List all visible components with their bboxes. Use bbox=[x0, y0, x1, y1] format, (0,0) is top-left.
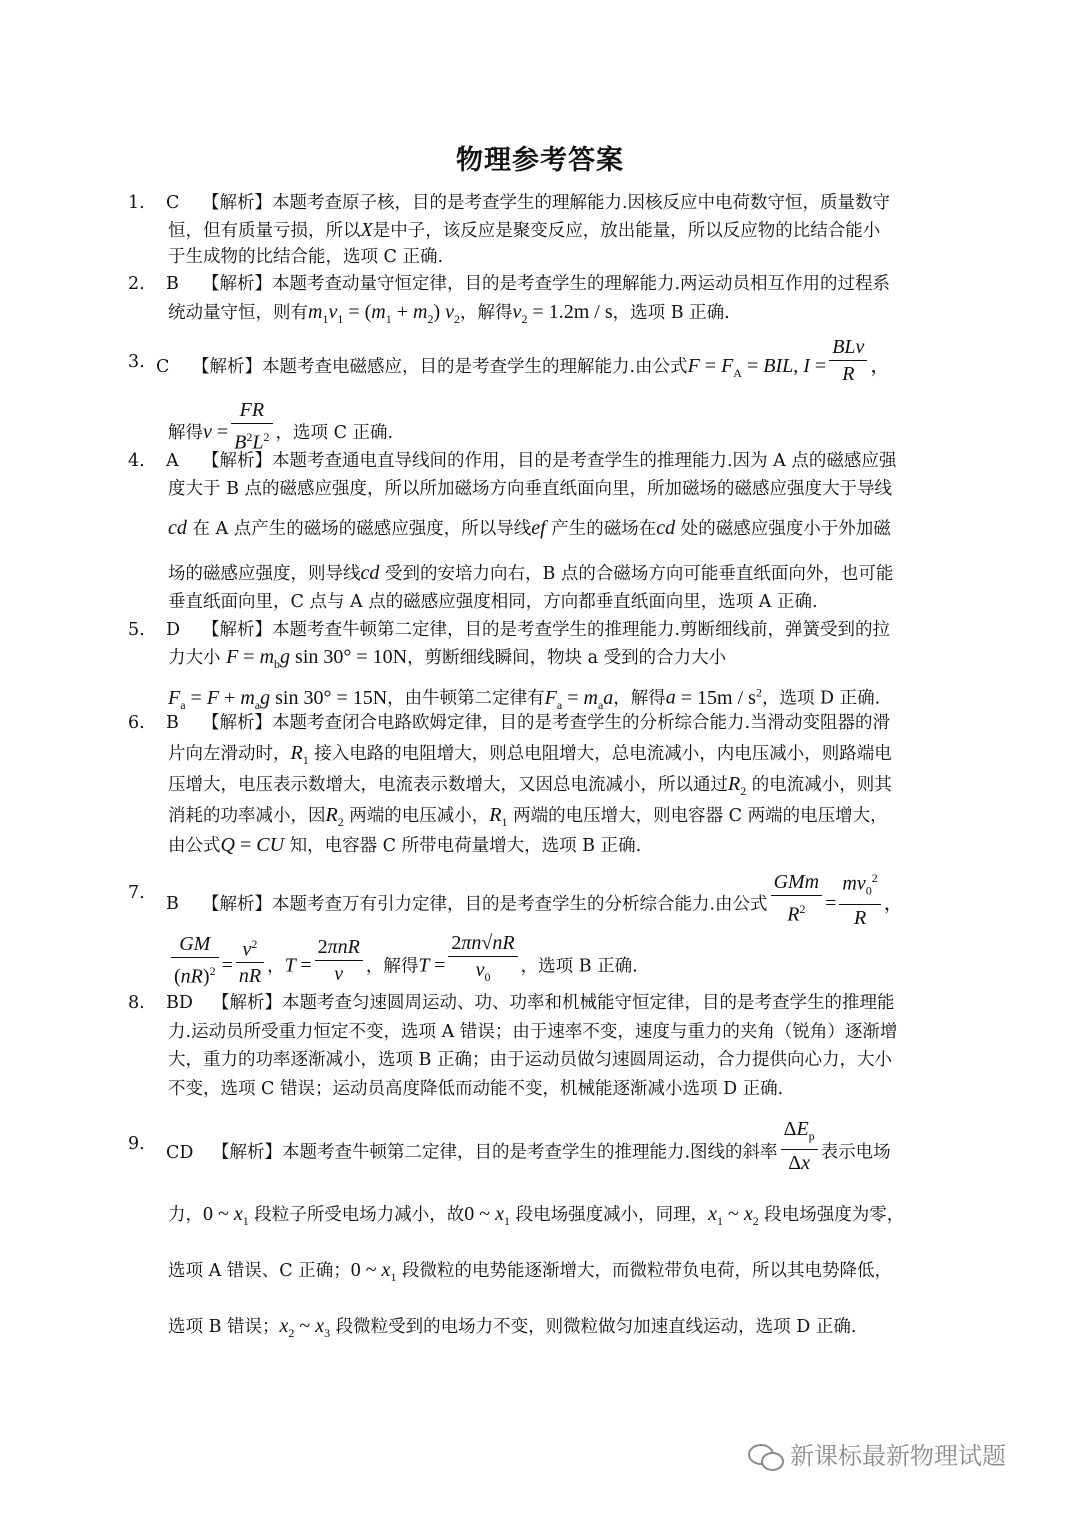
q5-formula-spring: $F = m_bg$ sin 30° = 10N bbox=[226, 646, 408, 671]
q4-answer: A bbox=[166, 451, 179, 471]
q1-answer: C bbox=[166, 193, 180, 213]
q2-answer: B bbox=[166, 274, 179, 294]
q9-line-4: 选项 B 错误；$x_2$ ~ $x_3$ 段微粒受到的电场力不变，则微粒做匀加速直线运动，选项 D 正确. bbox=[168, 1315, 857, 1340]
q9-number: 9. bbox=[128, 1134, 145, 1154]
q7-number: 7. bbox=[128, 883, 145, 903]
q5-number: 5. bbox=[128, 620, 145, 640]
q8-line-1: BD 【解析】本题考查匀速圆周运动、功、功率和机械能守恒定律，目的是考查学生的推理能 bbox=[166, 990, 895, 1016]
q3-line-2: 解得v = $\frac{FR}{B^2L^2}$ ，选项 C 正确. bbox=[168, 399, 394, 454]
q2-formula-result: $v_2 = 1.2m / s$ bbox=[512, 301, 613, 326]
q7-line-2: $\frac{GM}{(nR)^2}$ = $\frac{v^2}{nR}$ ，T = $\frac{\text{2πnR}}{v}$ ，解得T = $\frac{2\pi n√nR}{v_0}$ ，选项 B 正确. bbox=[168, 945, 638, 971]
q8-answer: BD bbox=[166, 993, 193, 1013]
q9-line-3: 选项 A 错误、C 正确；0 ~ $x_1$ 段微粒的电势能逐渐增大，而微粒带负电荷，所以其电势降低， bbox=[168, 1259, 893, 1284]
watermark bbox=[748, 1436, 1006, 1471]
q9-line-1: CD 【解析】本题考查牛顿第二定律，目的是考查学生的推理能力.图线的斜率 $\frac{\Delta E_p}{\Delta x}$ 表示电场 bbox=[166, 1118, 891, 1174]
q2-formula-momentum: $m_1v_1 = (m_1 + m_2)$ $v_2$ bbox=[308, 301, 461, 326]
q4-line-4: 场的磁感应强度，则导线cd 受到的安培力向右，B 点的合磁场方向可能垂直纸面向外，也可能 bbox=[168, 562, 894, 584]
q6-line-1: B 【解析】本题考查闭合电路欧姆定律，目的是考查学生的分析综合能力.当滑动变阻器的滑 bbox=[166, 710, 890, 736]
q5-line-1: D 【解析】本题考查牛顿第二定律，目的是考查学生的推理能力.剪断细线前，弹簧受到的拉 bbox=[166, 617, 890, 643]
q6-answer: B bbox=[166, 713, 179, 733]
q8-line-4: 不变，选项 C 错误；运动员高度降低而动能不变，机械能逐渐减小选项 D 正确. bbox=[168, 1079, 784, 1099]
q2-line-1: B 【解析】本题考查动量守恒定律，目的是考查学生的理解能力.两运动员相互作用的过程系 bbox=[166, 271, 890, 297]
q7-answer: B bbox=[166, 894, 179, 915]
q6-line-4: 消耗的功率减小，因$R_2$ 两端的电压减小，$R_1$ 两端的电压增大，则电容器 C 两端的电压增大， bbox=[168, 804, 888, 829]
page-title: 物理参考答案 bbox=[456, 145, 624, 176]
q3-number: 3. bbox=[128, 352, 145, 372]
q3-answer: C bbox=[156, 357, 170, 377]
q4-line-1: A 【解析】本题考查通电直导线间的作用，目的是考查学生的推理能力.因为 A 点的磁感应强 bbox=[166, 448, 896, 474]
q3-fraction-velocity: $\frac{FR}{B^2L^2}$ bbox=[231, 398, 272, 455]
q4-line-3: cd 在 A 点产生的磁场的磁感应强度，所以导线ef 产生的磁场在cd 处的磁感应强度小于外加磁 bbox=[168, 517, 891, 539]
q8-line-2: 力.运动员所受重力恒定不变，选项 A 错误；由于速率不变，速度与重力的夹角（锐角）逐渐增 bbox=[168, 1022, 898, 1042]
q5-line-2: 力大小 $F = m_bg$ sin 30° = 10N，剪断细线瞬间，物块 a 受到的合力大小 bbox=[168, 646, 727, 671]
watermark-text: 新课标最新物理试题 bbox=[790, 1442, 1006, 1470]
q3-formula-force: $F = F_A$ = BIL, I = bbox=[687, 355, 827, 380]
q4-line-2: 度大于 B 点的磁感应强度，所以所加磁场方向垂直纸面向里，所加磁场的磁感应强度大于导线 bbox=[168, 479, 892, 499]
q4-number: 4. bbox=[128, 451, 145, 471]
q8-number: 8. bbox=[128, 993, 145, 1013]
q1-number: 1. bbox=[128, 193, 145, 213]
q9-answer: CD bbox=[166, 1142, 194, 1163]
q2-line-2: 统动量守恒，则有$m_1v_1 = (m_1 + m_2)$ $v_2$，解得$v_2 = 1.2m / s$，选项 B 正确. bbox=[168, 301, 730, 326]
q1-line-3: 于生成物的比结合能，选项 C 正确. bbox=[168, 247, 444, 267]
q1-line-2: 恒，但有质量亏损，所以X是中子，该反应是聚变反应，放出能量，所以反应物的比结合能小 bbox=[168, 219, 881, 241]
q3-fraction-current: $\frac{\text{BLv}}{R}$ bbox=[829, 335, 867, 386]
q2-number: 2. bbox=[128, 274, 145, 294]
q6-line-3: 压增大，电压表示数增大，电流表示数增大，又因总电流减小，所以通过$R_2$ 的电流减小，则其 bbox=[168, 773, 892, 798]
q4-line-5: 垂直纸面向里，C 点与 A 点的磁感应强度相同，方向都垂直纸面向里，选项 A 正确. bbox=[168, 592, 818, 612]
q7-line-1: B 【解析】本题考查万有引力定律，目的是考查学生的分析综合能力.由公式 $\frac{\text{GMm}}{R^2}$ = $\frac{mv_0^2}{R}$ ， bbox=[166, 880, 904, 906]
wechat-icon bbox=[748, 1444, 784, 1470]
q6-line-5: 由公式Q = CU 知，电容器 C 所带电荷量增大，选项 B 正确. bbox=[168, 834, 642, 856]
q8-line-3: 大，重力的功率逐渐减小，选项 B 正确；由于运动员做匀速圆周运动，合力提供向心力，大小 bbox=[168, 1050, 892, 1070]
q1-line-1: C 【解析】本题考查原子核，目的是考查学生的理解能力.因核反应中电荷数守恒，质量数守 bbox=[166, 190, 890, 216]
q3-line-1: C 【解析】本题考查电磁感应，目的是考查学生的理解能力.由公式$F = F_A$ = BIL, I = $\frac{\text{BLv}}{R}$ ， bbox=[156, 336, 891, 385]
q6-number: 6. bbox=[128, 713, 145, 733]
q5-line-3: $F_a = F + m_ag$ sin 30° = 15N，由牛顿第二定律有$F_a = m_aa$，解得$a = 15m / s^2$，选项 D 正确. bbox=[168, 685, 881, 712]
q9-line-2: 力，0 ~ $x_1$ 段粒子所受电场力减小，故0 ~ $x_1$ 段电场强度减小，同理，$x_1$ ~ $x_2$ 段电场强度为零， bbox=[168, 1203, 905, 1228]
q6-line-2: 片向左滑动时，$R_1$ 接入电路的电阻增大，则总电阻增大，总电流减小，内电压减小，则路端电 bbox=[168, 742, 892, 767]
q5-answer: D bbox=[166, 620, 181, 640]
q5-formula-net: $F_a = F + m_ag$ sin 30° = 15N bbox=[168, 686, 388, 712]
